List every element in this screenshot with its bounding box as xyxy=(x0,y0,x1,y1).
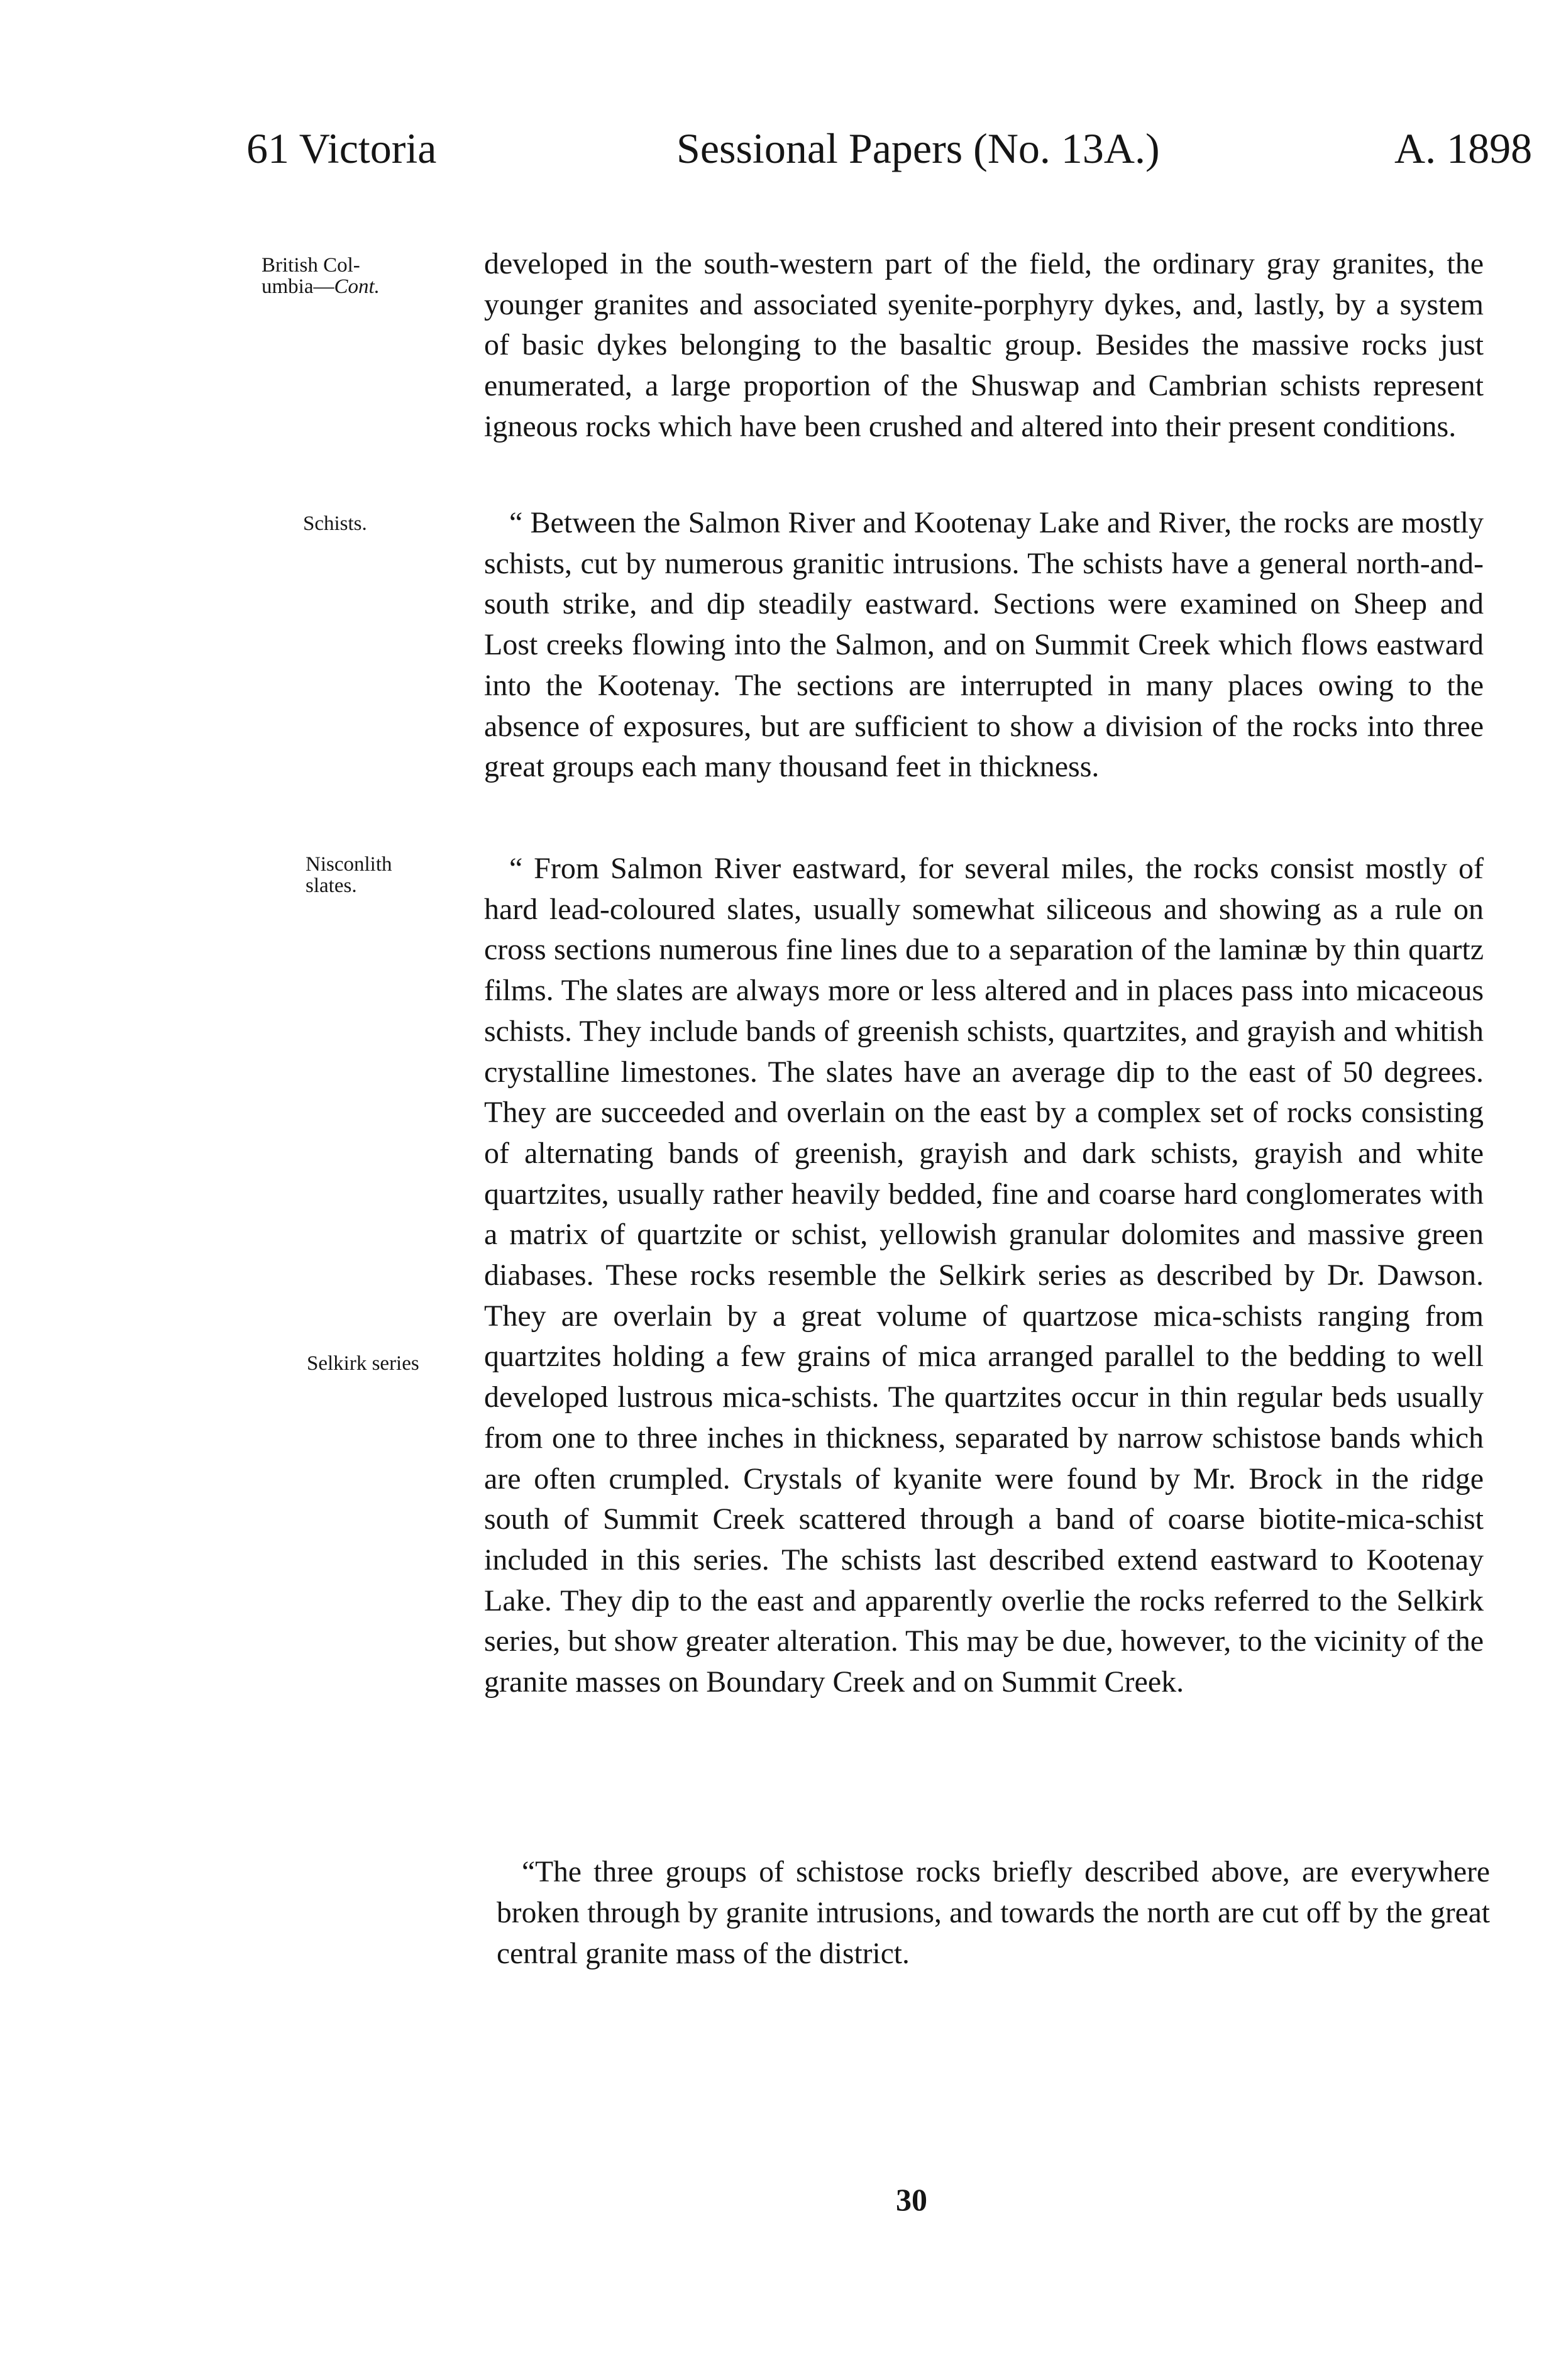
margin-note-line: British Col- xyxy=(262,254,360,277)
margin-note-text: Selkirk series xyxy=(307,1352,419,1375)
margin-note-line xyxy=(262,276,380,297)
margin-note-cont: Cont. xyxy=(334,275,380,298)
margin-note-nisconlith xyxy=(306,854,392,896)
paragraph-three-groups: “The three groups of schistose rocks briefly described above, are everywhere broken through by granite intrusions, and towards the north are cut off by the great central granite mass of the district. xyxy=(497,1856,1490,1970)
margin-note-text: Schists. xyxy=(303,512,367,535)
header-title: Sessional Papers (No. 13A.) xyxy=(676,124,1160,172)
paragraph-slates: “ From Salmon River eastward, for several miles, the rocks consist mostly of hard lead-coloured slates, usually somewhat siliceous and showing as a rule on cross sections numerous fine lines due to a separation of the laminæ by thin quartz films. The slates are always more or less altered and in places pass into micaceous schists. They include bands of greenish schists, quartzites, and grayish and whitish crystalline limestones. The slates have an average dip to the east of 50 degrees. They are succeeded and overlain on the east by a complex set of rocks consisting of alternating bands of greenish, grayish and dark schists, grayish and white quartzites, usually rather heavily bedded, fine and coarse hard conglomerates with a matrix of quartzite or schist, yellowish granular dolomites and massive green diabases. These rocks resemble the Selkirk series as described by Dr. Dawson. They are overlain by a great volume of quartzose mica-schists ranging from quartzites holding a few grains of mica arranged parallel to the bedding to well developed lustrous mica-schists. The quartzites occur in thin regular beds usually from one to three inches in thickness, separated by narrow schistose bands which are often crumpled. Crystals of kyanite were found by Mr. Brock in the ridge south of Summit Creek scattered through a band of coarse biotite-mica-schist included in this series. The schists last described extend eastward to Kootenay Lake. They dip to the east and apparently overlie the rocks referred to the Selkirk series, but show greater alteration. This may be due, however, to the vicinity of the granite masses on Boundary Creek and on Summit Creek. xyxy=(484,852,1484,1699)
header-year: A. 1898 xyxy=(1394,124,1533,172)
margin-note-line: slates. xyxy=(306,874,357,897)
margin-note-selkirk xyxy=(307,1353,419,1374)
page-number: 30 xyxy=(896,2182,927,2217)
margin-note-line: Nisconlith xyxy=(306,853,392,876)
paragraph-schists: “ Between the Salmon River and Kootenay Lake and River, the rocks are mostly schists, cut by numerous granitic intrusions. The schists have a general north-and-south strike, and dip steadily eastward. Sections were examined on Sheep and Lost creeks flowing into the Salmon, and on Summit Creek which flows eastward into the Kootenay. The sections are interrupted in many places owing to the absence of exposures, but are sufficient to show a division of the rocks into three great groups each many thousand feet in thickness. xyxy=(484,506,1484,784)
header-session: 61 Victoria xyxy=(246,124,437,172)
margin-note-text: umbia— xyxy=(262,275,334,298)
margin-note-british-columbia xyxy=(262,255,380,297)
margin-note-schists xyxy=(303,513,367,534)
running-header xyxy=(0,123,1544,174)
paragraph-developed: developed in the south-western part of the field, the ordinary gray granites, the younger granites and associated syenite-porphyry dykes, and, lastly, by a system of basic dykes belonging to the basaltic group. Besides the massive rocks just enumerated, a large proportion of the Shuswap and Cambrian schists represent igneous rocks which have been crushed and altered into their present conditions. xyxy=(484,247,1484,443)
